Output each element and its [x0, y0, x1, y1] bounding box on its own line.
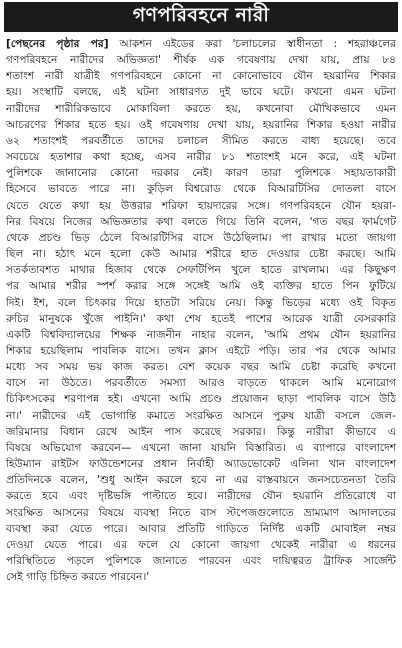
article-line: দেওয়া যেতে পারে। এর ফলে যে কোনো জায়গা থেকেই নারীরা এ ধরনের [6, 538, 396, 551]
article-line: সংরক্ষিত আসনের বিষয়ে ব্যবস্থা নিতে বাস স্টপেজগুলোতে ভ্রাম্যমাণ আদালতের [6, 506, 396, 519]
article-line: বাসে না উঠতে। পরবর্তীতে সমস্যা আরও বাড়তে থাকলে আমি মনোরোগ [6, 377, 396, 390]
article-line: শতাংশ নারী যাত্রীই গণপরিবহনে কোনো না কোনোভাবে যৌন হয়রানির শিকার [6, 70, 396, 83]
article-line: ব্যবস্থা করা যেতে পারে। আবার প্রতিটি গাড়িতে নির্দিষ্ট একটি মোবাইল নম্বর [6, 522, 396, 535]
article-line: মধ্যে সব সময় ভয় কাজ করত। বেশ কয়েক বছর আমি চেষ্টা করেছি কখনো [6, 361, 396, 374]
article-line: সবচেয়ে হতাশার কথা হচ্ছে, এসব নারীর ৮১ শতাংশই মনে করে, এই ঘটনা [6, 151, 396, 164]
article-line: জরিমানার বিধান রেখে আইন পাস করেছে সরকার। কিন্তু নারীরা কীভাবে এ [6, 425, 396, 438]
article-line: শিকার হয়েছিলাম পাবলিক বাসে। তখন ক্লাস এইটে পড়ি। তার পর থেকে আমার [6, 344, 396, 357]
article-line: পরিস্থিতিতে পড়লে পুলিশকে জানাতে পারবেন এবং দায়িত্বরত ট্রাফিক সার্জেন্ট [6, 555, 396, 567]
article-line: থেকে প্রচণ্ড ভিড় ঠেলে বিআরটিসির বাসে উঠেছিলাম। পা রাখার মতো জায়গা [6, 231, 396, 244]
article-line: গণপরিবহনে নারীদের অভিজ্ঞতা' শীর্ষক এক গবেষণায় দেখা যায়, প্রায় ৮৪ [6, 54, 396, 67]
article-line: হয়। সংস্থাটি বলছে, এই ঘটনা সাধারণত দুই ভাবে ঘটে। কখনো এমন ঘটনা [6, 86, 396, 99]
article-body [6, 36, 396, 642]
article-line: দিই। ইশ, বলে চিৎকার দিয়ে হাতটা সরিয়ে নেয়। কিন্তু ভিড়ের মধ্যে ওই বিকৃত [6, 296, 396, 309]
headline: গণপরিবহনে নারী [4, 2, 398, 32]
article-line: সতর্কতাবশত মাথার হিজাব থেকে সেফটিপিন খুলে হাতে রাখলাম। এর কিছুক্ষণ [6, 264, 396, 277]
article-line: হিসেবে ভাবতে পারে না। কুড়িল বিশ্বরোড থেকে বিআরটিসির দোতলা বাসে [6, 183, 396, 196]
article-line: আচরণের শিকার হতে হয়। ওই গবেষণায় দেখা যায়, হয়রানির শিকার হওয়া নারীর [6, 118, 396, 131]
article-line-first [6, 36, 396, 52]
article-line: প্রতিদিনকে বলেন, 'শুধু আইন করলে হবে না এর বাস্তবায়নে জনসচেতনতা তৈরি [6, 474, 396, 487]
article-line: রুচির মানুষকে খুঁজে পাইনি।' কথা শেষ হতেই পাশের আরেক যাত্রী বেসরকারি [6, 312, 396, 325]
article-line: ছিল না। হঠাৎ মনে হলো কেউ আমার শরীরে হাত দেওয়ার চেষ্টা করছে। আমি [6, 248, 396, 261]
article-line: বিষয়ে অভিযোগ করবেন— এখনো জানা যায়নি বিস্তারিত। এ ব্যাপারে বাংলাদেশ [6, 441, 396, 454]
article-line: নারীদের শারীরিকভাবে মোকাবিলা করতে হয়, কখনোবা মৌখিকভাবে এমন [6, 102, 396, 115]
article-line: করতে হবে এবং দৃষ্টিভঙ্গি পাল্টাতে হবে। নারীদের যৌন হয়রানি প্রতিরোধে বা [6, 490, 396, 503]
continued-label: [পেছনের পৃষ্ঠার পর] [6, 38, 109, 50]
article-line: পর আমার শরীর স্পর্শ করার সঙ্গে সঙ্গেই আমি ওই ব্যক্তির হাতে পিন ফুটিয়ে [6, 280, 396, 293]
article-line: ৬২ শতাংশই পরবর্তীতে তাদের চলাচল সীমিত করতে বাধ্য হয়েছে। তবে [6, 134, 396, 147]
article-line-text: আকশন এইডের করা 'চলাচলের স্বাধীনতা : শহরাঞ্চলের [108, 38, 396, 50]
article-line: চিকিৎসকের শরণাপন্ন হই। এখনো আমি প্রচণ্ড প্রয়োজন ছাড়া পাবলিক বাসে উঠি [6, 393, 396, 406]
article-line: না।' নারীদের এই ভোগান্তি কমাতে সংরক্ষিত আসনে পুরুষ যাত্রী বসলে জেল- [6, 409, 396, 422]
article-line: যেতে যেতে কথা হয় উত্তরার শরিফা হায়দারের সঙ্গে। গণপরিবহনে যৌন হয়রা- [6, 199, 396, 212]
article-line: হিউম্যান রাইটস ফাউন্ডেশনের প্রধান নির্বাহী অ্যাডভোকেট এলিনা খান বাংলাদেশ [6, 458, 396, 471]
article-line: একটি বিশ্ববিদ্যালয়ের শিক্ষক নাজনীন নাহার বলেন, 'আমি প্রথম যৌন হয়রানির [6, 328, 396, 341]
article-line: সেই গাড়ি চিহ্নিত করতে পারবেন।' [6, 571, 150, 584]
article-line: নির বিষয়ে নিজের অভিজ্ঞতার কথা বলতে গিয়ে তিনি বলেন, 'গত বছর ফার্মগেট [6, 215, 396, 228]
article-line: পুলিশকে জানানোর কোনো দরকার নেই। কারণ তারা পুলিশকে সহায়তাকারী [6, 167, 396, 180]
